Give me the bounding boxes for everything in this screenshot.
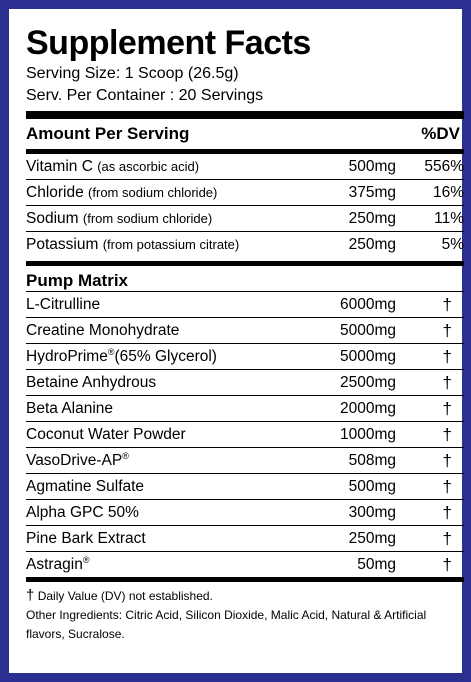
ingredient-name: HydroPrime	[26, 348, 108, 366]
ingredient-row	[26, 317, 464, 343]
ingredient-row	[26, 473, 464, 499]
registered-mark: ®	[107, 346, 115, 357]
ingredient-amount: 5000mg	[339, 347, 396, 365]
other-ingredients: Other Ingredients: Citric Acid, Silicon Dioxide, Malic Acid, Natural & Artificial flavors, Sucralose.	[26, 608, 427, 641]
ingredient-name: Agmatine Sulfate	[26, 477, 145, 495]
dagger-mark: †	[442, 424, 452, 444]
ingredient-name: Alpha GPC 50%	[26, 503, 139, 521]
dagger-mark: †	[442, 398, 452, 418]
ingredient-name: Pine Bark Extract	[26, 529, 146, 547]
ingredient-amount: 50mg	[357, 555, 396, 573]
nutrient-dv: 5%	[441, 235, 464, 253]
nutrient-row	[26, 154, 464, 179]
amount-header	[26, 119, 464, 149]
vitamin-list	[26, 154, 464, 257]
nutrient-row	[26, 179, 464, 205]
nutrient-source: (from sodium chloride)	[82, 210, 213, 226]
ingredient-row	[26, 421, 464, 447]
dagger-mark: †	[442, 554, 452, 574]
ingredient-row	[26, 291, 464, 317]
dagger-mark: †	[442, 502, 452, 522]
ingredient-row	[26, 551, 464, 577]
dagger-mark: †	[442, 320, 452, 340]
nutrient-dv: 16%	[432, 183, 464, 201]
dv-footnote-text: Daily Value (DV) not established.	[37, 589, 213, 603]
ingredient-amount: 6000mg	[339, 295, 396, 313]
ingredient-amount: 1000mg	[339, 425, 396, 443]
ingredient-name: VasoDrive-AP	[26, 452, 123, 470]
nutrient-row	[26, 205, 464, 231]
servings-per-container: Serv. Per Container : 20 Servings	[26, 87, 264, 104]
ingredient-row	[26, 525, 464, 551]
nutrient-name: Vitamin C	[26, 157, 93, 175]
pump-matrix-list	[26, 291, 464, 577]
dv-header-label: %DV	[421, 124, 460, 143]
nutrient-name: Sodium	[26, 209, 79, 227]
ingredient-name: Coconut Water Powder	[26, 425, 186, 443]
dagger-mark: †	[442, 346, 452, 366]
ingredient-amount: 508mg	[348, 451, 396, 469]
panel-title: Supplement Facts	[26, 24, 311, 62]
dagger-mark: †	[442, 450, 452, 470]
ingredient-amount: 250mg	[348, 529, 396, 547]
footer-divider	[26, 577, 464, 582]
nutrient-source: (from sodium chloride)	[88, 184, 218, 200]
ingredient-amount: 5000mg	[339, 321, 396, 339]
ingredient-row	[26, 395, 464, 421]
pump-matrix-title: Pump Matrix	[26, 271, 129, 290]
nutrient-row	[26, 231, 464, 257]
serving-size: Serving Size: 1 Scoop (26.5g)	[26, 65, 239, 82]
dagger-mark: †	[442, 372, 452, 392]
registered-mark: ®	[122, 450, 129, 461]
nutrient-amount: 500mg	[348, 157, 396, 175]
nutrient-name: Potassium	[26, 235, 99, 253]
registered-mark: ®	[82, 554, 90, 565]
ingredient-name: Beta Alanine	[26, 399, 114, 417]
ingredient-row	[26, 369, 464, 395]
nutrient-source: (as ascorbic acid)	[97, 158, 200, 174]
ingredient-name: Creatine Monohydrate	[26, 321, 180, 339]
ingredient-amount: 500mg	[348, 477, 396, 495]
dagger-mark: †	[442, 294, 452, 314]
thick-divider	[26, 111, 464, 119]
ingredient-amount: 300mg	[348, 503, 396, 521]
panel-content	[26, 23, 464, 644]
nutrient-amount: 250mg	[348, 209, 396, 227]
dagger-mark: †	[442, 476, 452, 496]
nutrient-amount: 375mg	[348, 183, 396, 201]
nutrient-dv: 11%	[434, 209, 464, 227]
nutrient-name: Chloride	[26, 183, 84, 201]
nutrient-source: (from potassium citrate)	[102, 236, 240, 252]
nutrient-dv: 556%	[424, 157, 464, 175]
dagger-symbol: †	[26, 587, 35, 604]
ingredient-row	[26, 343, 464, 369]
dv-footnote	[26, 586, 464, 606]
ingredient-amount: 2500mg	[339, 373, 396, 391]
ingredient-detail: (65% Glycerol)	[114, 348, 217, 366]
amount-per-serving-label: Amount Per Serving	[26, 124, 190, 143]
nutrient-amount: 250mg	[348, 235, 396, 253]
ingredient-row	[26, 499, 464, 525]
ingredient-name: L-Citrulline	[26, 295, 101, 313]
ingredient-name: Astragin	[26, 556, 83, 574]
dagger-mark: †	[442, 528, 452, 548]
ingredient-row	[26, 447, 464, 473]
ingredient-amount: 2000mg	[339, 399, 396, 417]
ingredient-name: Betaine Anhydrous	[26, 373, 157, 391]
